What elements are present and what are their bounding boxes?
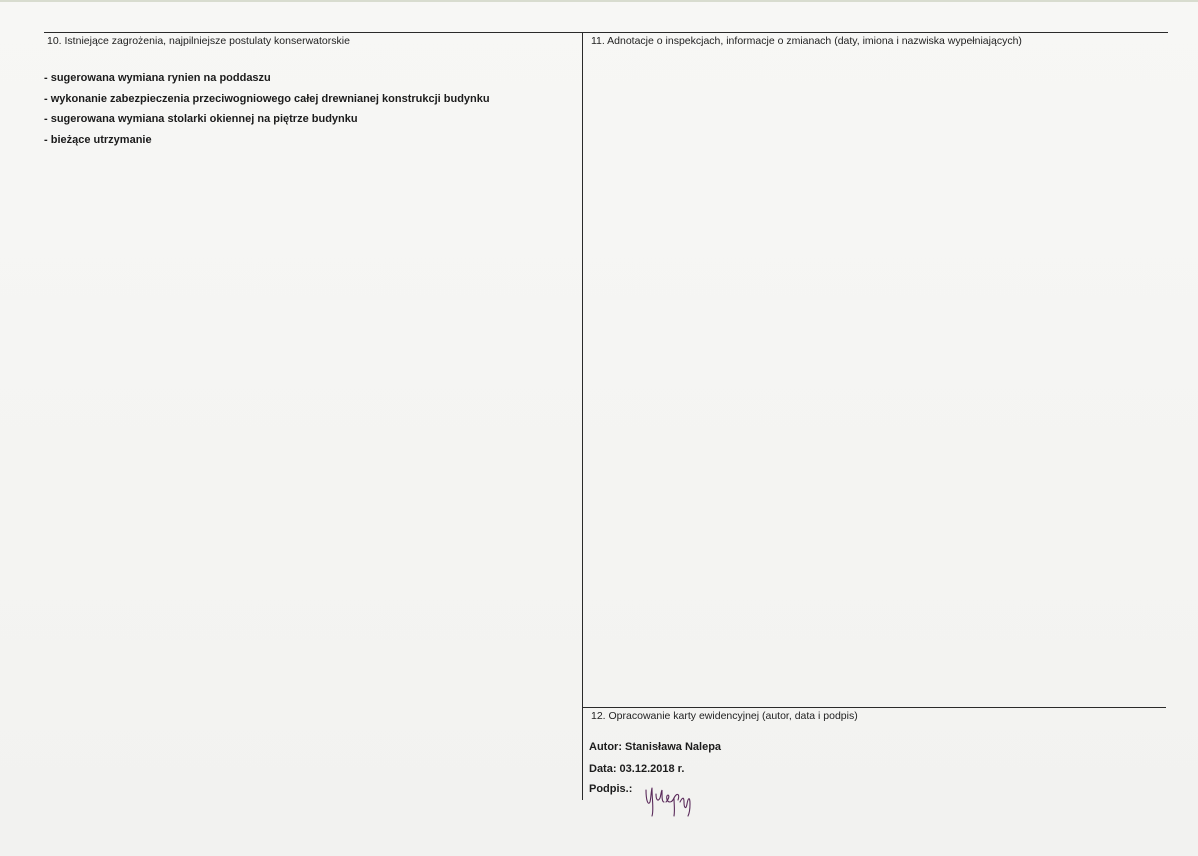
- handwritten-signature: [640, 780, 700, 820]
- list-item: - sugerowana wymiana stolarki okiennej na piętrze budynku: [44, 113, 358, 125]
- top-rule: [44, 32, 1168, 33]
- list-item: - sugerowana wymiana rynien na poddaszu: [44, 72, 271, 84]
- section11-heading: 11. Adnotacje o inspekcjach, informacje o zmianach (daty, imiona i nazwiska wypełniających): [591, 35, 1022, 47]
- list-item: - wykonanie zabezpieczenia przeciwogniowego całej drewnianej konstrukcji budynku: [44, 92, 490, 105]
- date-line: Data: 03.12.2018 r.: [589, 763, 685, 775]
- section12-rule: [582, 707, 1166, 708]
- column-divider: [582, 32, 583, 800]
- page-top-edge: [0, 0, 1198, 2]
- signature-label: Podpis.:: [589, 783, 633, 795]
- section10-heading: 10. Istniejące zagrożenia, najpilniejsze postulaty konserwatorskie: [47, 35, 350, 47]
- list-item: - bieżące utrzymanie: [44, 133, 152, 146]
- section10-list: [44, 71, 490, 153]
- author-line: Autor: Stanisława Nalepa: [589, 741, 722, 753]
- section12-heading: 12. Opracowanie karty ewidencyjnej (autor, data i podpis): [591, 710, 858, 722]
